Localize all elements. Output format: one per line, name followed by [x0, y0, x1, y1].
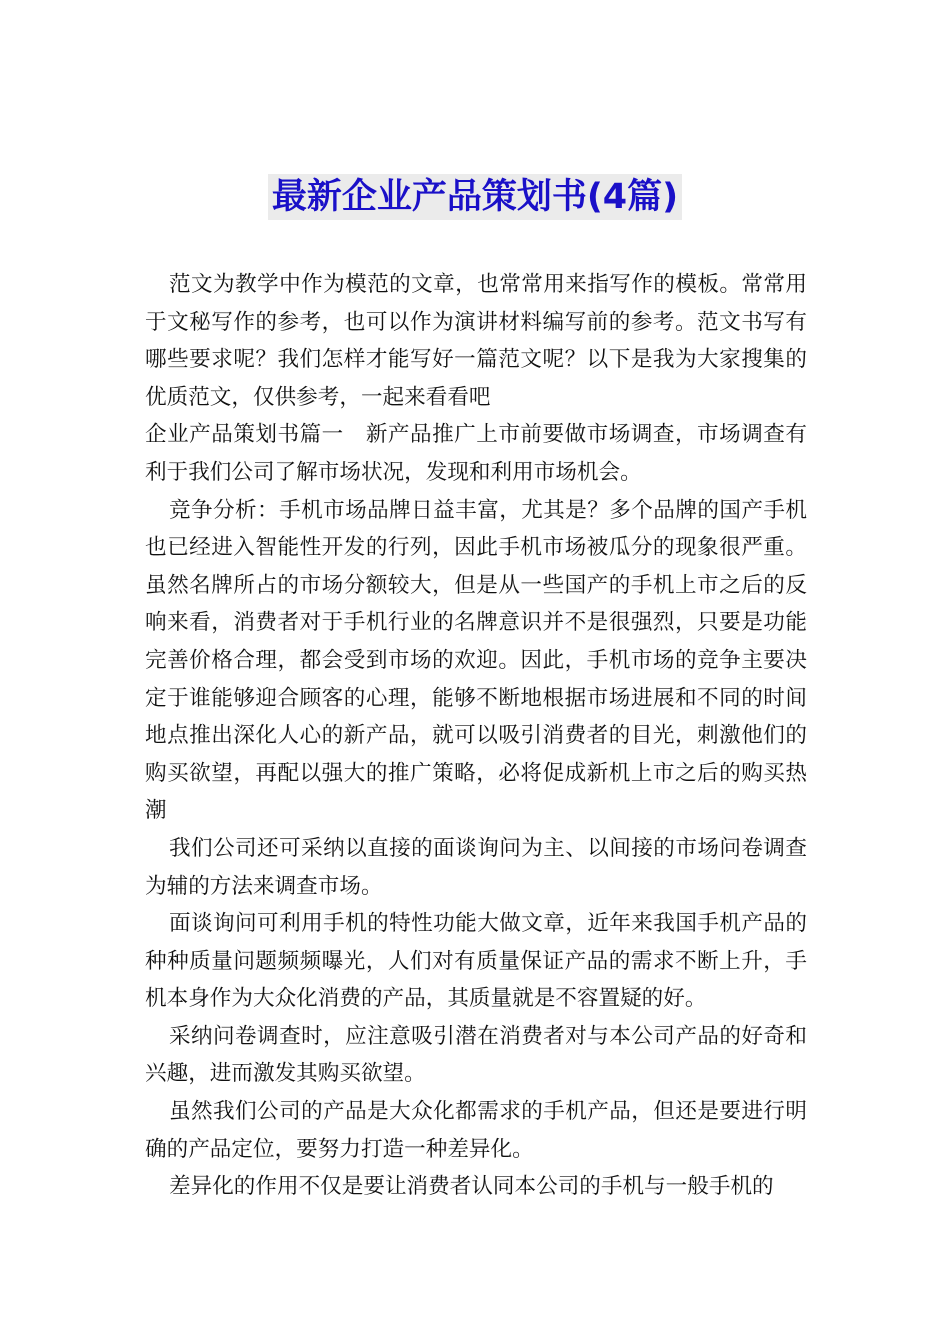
- title-container: [0, 174, 950, 220]
- paragraph-intro: 范文为教学中作为模范的文章，也常常用来指写作的模板。常常用于文秘写作的参考，也可以作为演讲材料编写前的参考。范文书写有哪些要求呢？我们怎样才能写好一篇范文呢？以下是我为大家搜集的优质范文，仅供参考，一起来看看吧: [145, 272, 807, 410]
- paragraph-positioning: 虽然我们公司的产品是大众化都需求的手机产品，但还是要进行明确的产品定位，要努力打造一种差异化。: [145, 1099, 807, 1162]
- paragraph-differentiation: 差异化的作用不仅是要让消费者认同本公司的手机与一般手机的: [169, 1174, 774, 1200]
- document-body: [145, 266, 807, 1206]
- paragraph-questionnaire: 采纳问卷调查时，应注意吸引潜在消费者对与本公司产品的好奇和兴趣，进而激发其购买欲望。: [145, 1023, 807, 1087]
- paragraph-section-heading: 企业产品策划书篇一 新产品推广上市前要做市场调查，市场调查有利于我们公司了解市场状况，发现和利用市场机会。: [145, 422, 807, 485]
- paragraph-survey-method: 我们公司还可采纳以直接的面谈询问为主、以间接的市场问卷调查为辅的方法来调查市场。: [145, 835, 807, 899]
- paragraph-competition-analysis: 竞争分析：手机市场品牌日益丰富，尤其是？多个品牌的国产手机也已经进入智能性开发的行列，因此手机市场被瓜分的现象很严重。虽然名牌所占的市场分额较大，但是从一些国产的手机上市之后的反响来看，消费者对于手机行业的名牌意识并不是很强烈，只要是功能完善价格合理，都会受到市场的欢迎。因此，手机市场的竞争主要决定于谁能够迎合顾客的心理，能够不断地根据市场进展和不同的时间地点推出深化人心的新产品，就可以吸引消费者的目光，刺激他们的购买欲望，再配以强大的推广策略，必将促成新机上市之后的购买热潮: [145, 497, 807, 824]
- document-title: 最新企业产品策划书(4篇): [268, 174, 682, 220]
- paragraph-interview: 面谈询问可利用手机的特性功能大做文章，近年来我国手机产品的种种质量问题频频曝光，人们对有质量保证产品的需求不断上升，手机本身作为大众化消费的产品，其质量就是不容置疑的好。: [145, 911, 807, 1012]
